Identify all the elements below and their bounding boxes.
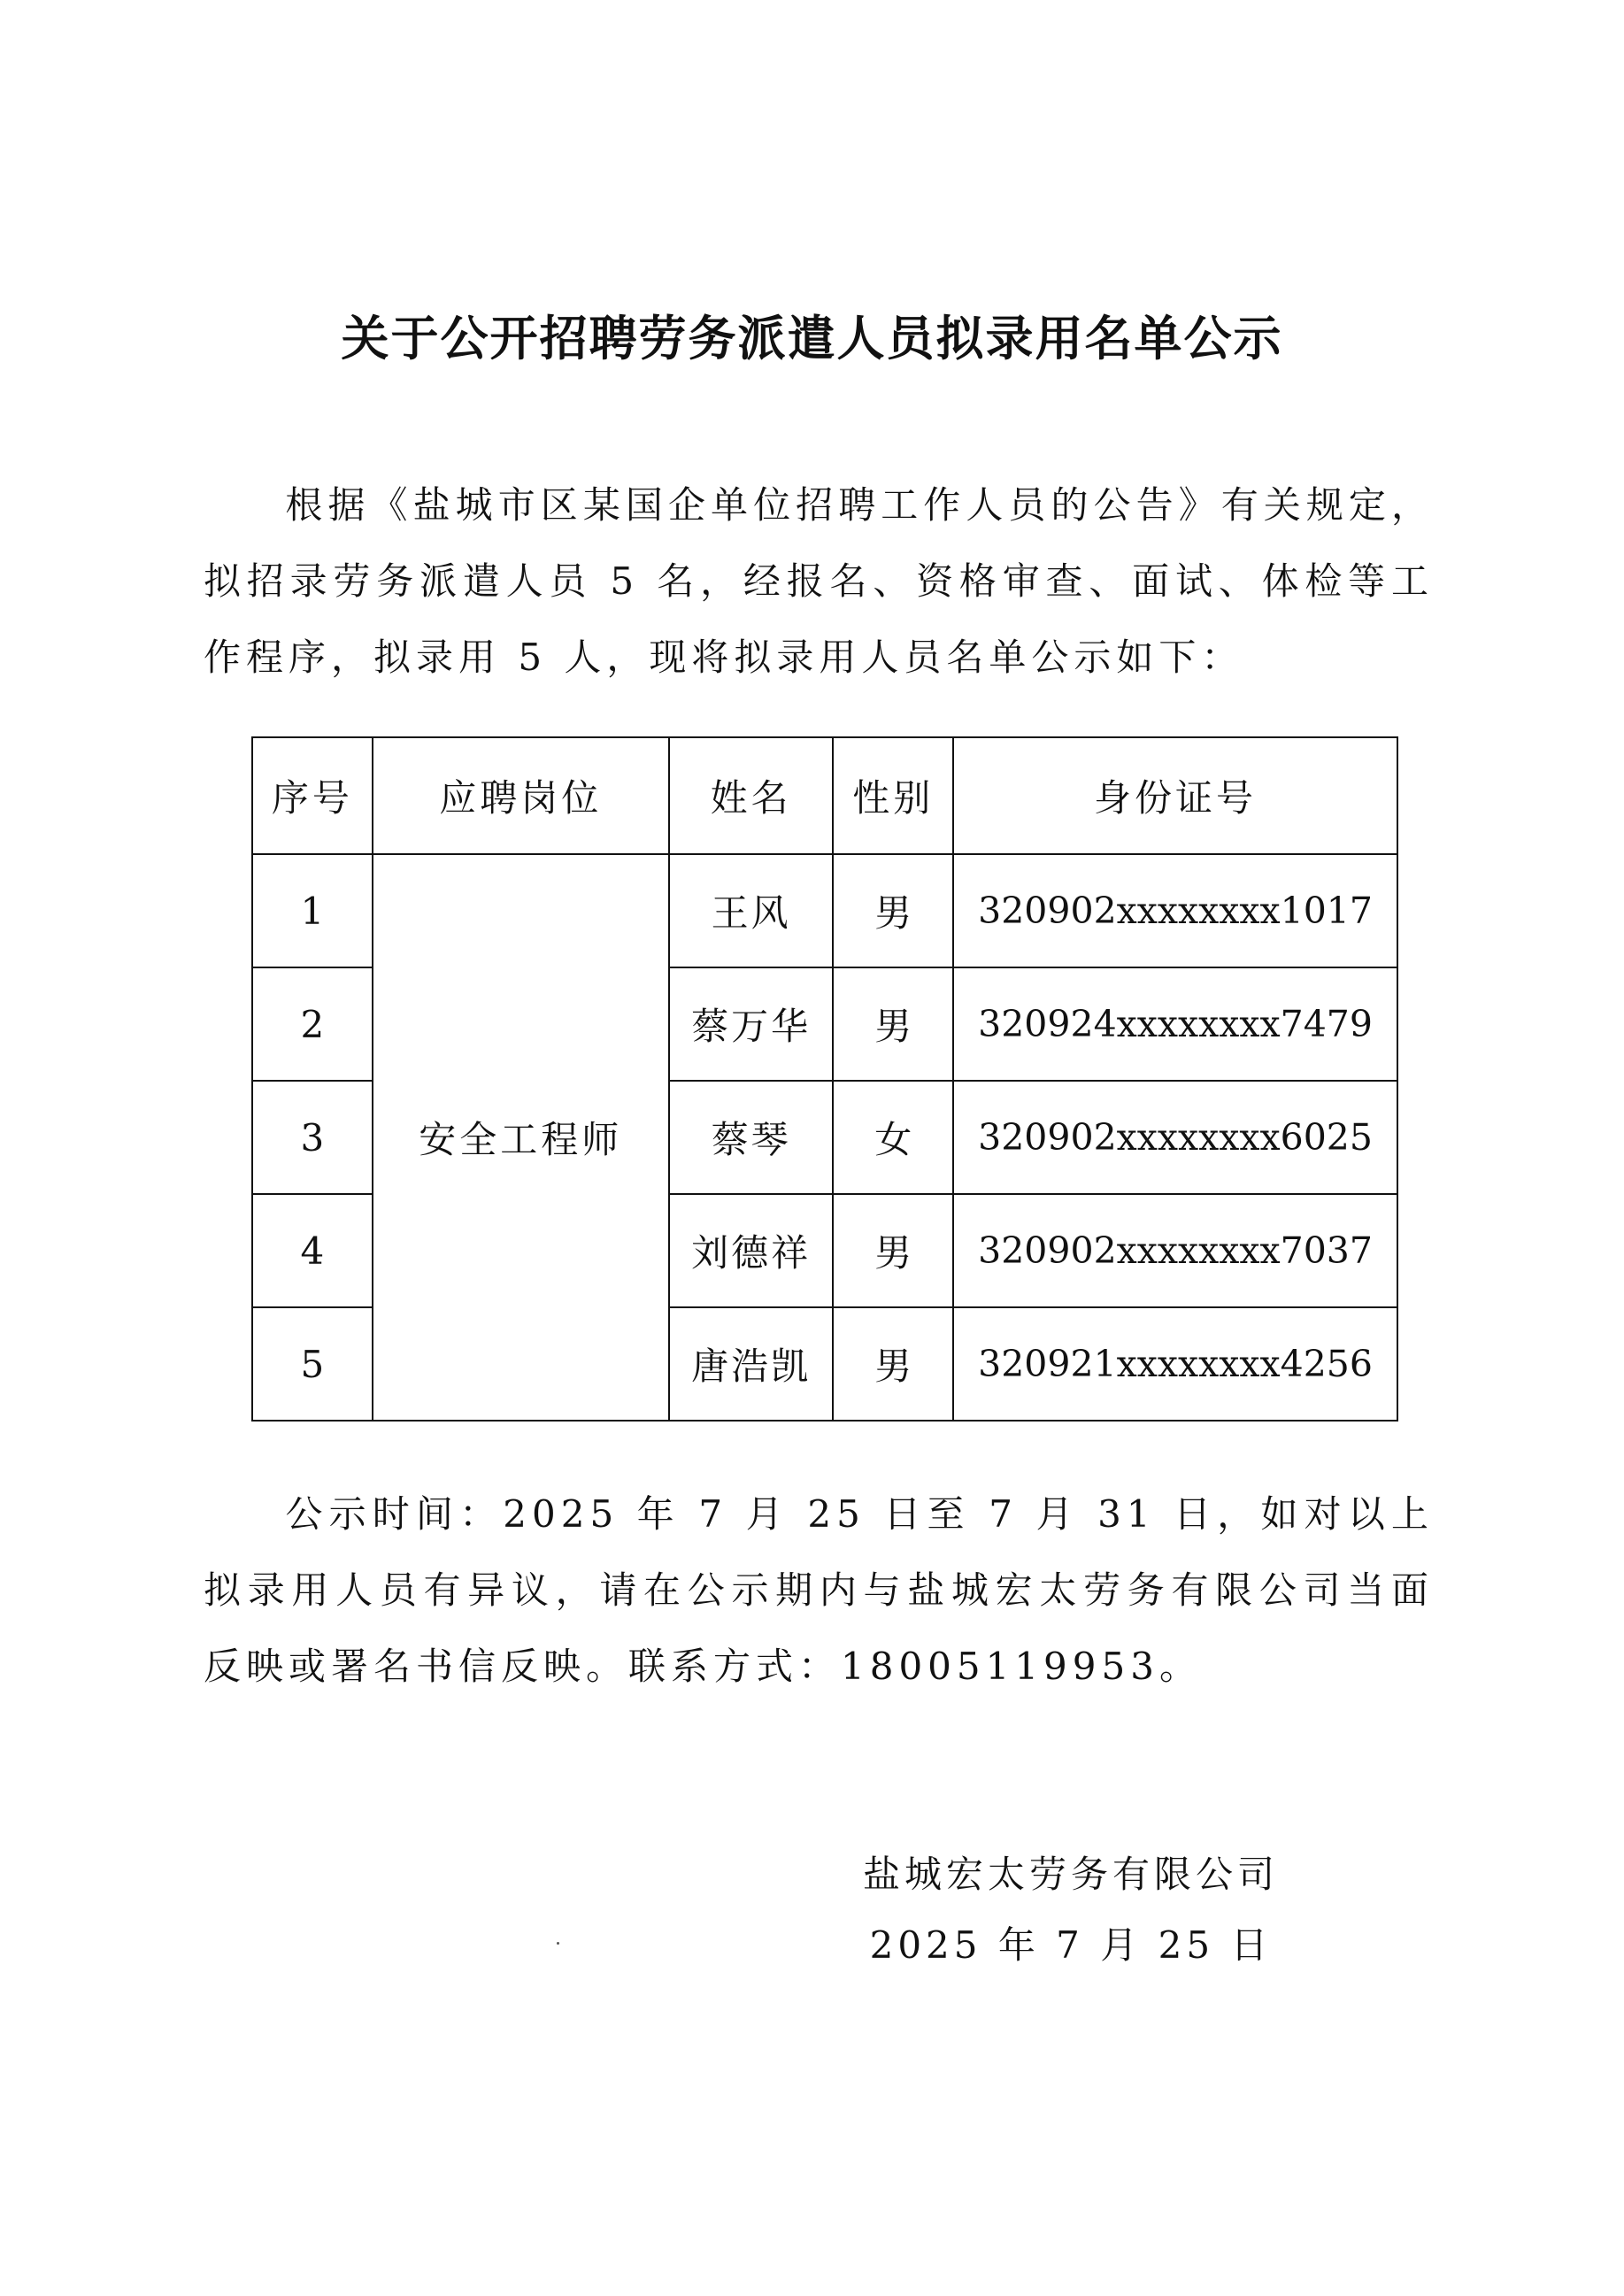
table-row — [252, 854, 1397, 967]
cell-gender: 男 — [833, 967, 953, 1081]
candidate-table — [251, 736, 1398, 1422]
intro-paragraph: 根据《盐城市区某国企单位招聘工作人员的公告》有关规定，拟招录劳务派遣人员 5 名，经报名、资格审查、面试、体检等工作程序，拟录用 5 人，现将拟录用人员名单公示如下： — [204, 483, 1434, 679]
cell-no: 4 — [252, 1194, 373, 1307]
cell-no: 2 — [252, 967, 373, 1081]
cell-id: 320921xxxxxxxx4256 — [953, 1307, 1397, 1421]
header-position: 应聘岗位 — [373, 737, 669, 854]
table-header-row — [252, 737, 1397, 854]
cell-gender: 男 — [833, 1194, 953, 1307]
cell-position: 安全工程师 — [373, 854, 669, 1421]
cell-gender: 男 — [833, 1307, 953, 1421]
header-id: 身份证号 — [953, 737, 1397, 854]
header-no: 序号 — [252, 737, 373, 854]
header-name: 姓名 — [669, 737, 834, 854]
cell-id: 320902xxxxxxxx7037 — [953, 1194, 1397, 1307]
cell-no: 3 — [252, 1081, 373, 1194]
cell-gender: 女 — [833, 1081, 953, 1194]
signature-date: 2025 年 7 月 25 日 — [869, 1923, 1273, 1967]
cell-id: 320902xxxxxxxx6025 — [953, 1081, 1397, 1194]
cell-gender: 男 — [833, 854, 953, 967]
notice-paragraph: 公示时间：2025 年 7 月 25 日至 7 月 31 日，如对以上拟录用人员有异议，请在公示期内与盐城宏太劳务有限公司当面反映或署名书信反映。联系方式：18005119953。 — [204, 1492, 1434, 1688]
cell-no: 5 — [252, 1307, 373, 1421]
cell-id: 320924xxxxxxxx7479 — [953, 967, 1397, 1081]
cell-name: 刘德祥 — [669, 1194, 834, 1307]
cell-no: 1 — [252, 854, 373, 967]
header-gender: 性别 — [833, 737, 953, 854]
scan-speck — [557, 1942, 559, 1945]
signature-organization: 盐城宏太劳务有限公司 — [862, 1853, 1279, 1896]
cell-name: 王风 — [669, 854, 834, 967]
cell-name: 蔡万华 — [669, 967, 834, 1081]
cell-name: 唐浩凯 — [669, 1307, 834, 1421]
cell-id: 320902xxxxxxxx1017 — [953, 854, 1397, 967]
cell-name: 蔡琴 — [669, 1081, 834, 1194]
document-title: 关于公开招聘劳务派遣人员拟录用名单公示 — [341, 311, 1283, 366]
